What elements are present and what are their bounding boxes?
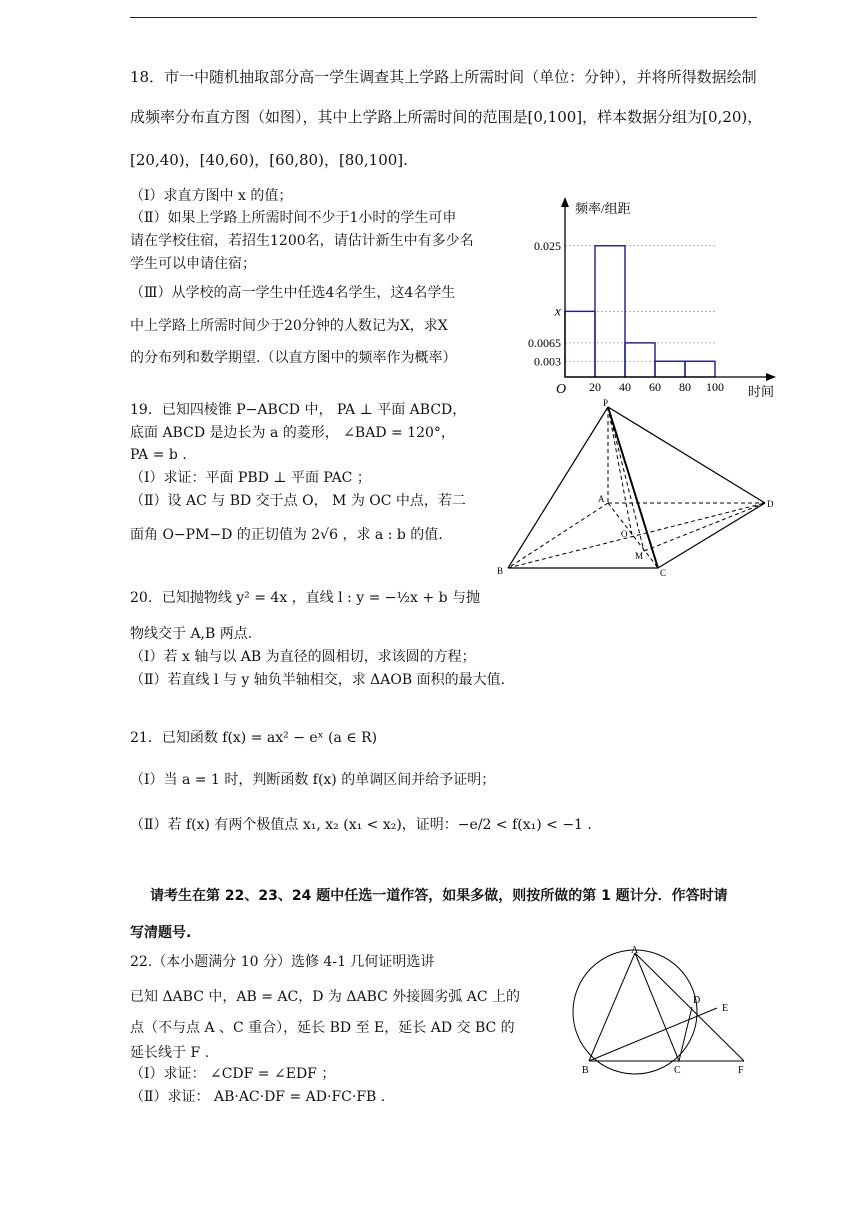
- q18-part2a: （Ⅱ）如果上学路上所需时间不少于1小时的学生可申: [130, 210, 457, 226]
- q20-line1: 20．已知抛物线 y² = 4x ，直线 l : y = −½x + b 与抛: [130, 590, 480, 606]
- label-P: P: [603, 398, 609, 408]
- x-tick-label: 40: [619, 380, 631, 394]
- label-D: D: [693, 995, 701, 1006]
- y-tick-label: 0.025: [534, 238, 561, 253]
- q18-part2c: 学生可以申请住宿；: [130, 256, 256, 272]
- q19-line3: PA = b .: [130, 447, 187, 463]
- x-axis-label: 时间: [748, 384, 775, 399]
- label-E: E: [722, 1003, 729, 1014]
- x-tick-label: 60: [649, 380, 661, 394]
- q22-line2: 已知 ΔABC 中，AB = AC，D 为 ΔABC 外接圆劣弧 AC 上的: [130, 989, 521, 1005]
- x-tick-label: 20: [589, 380, 601, 394]
- label-D: D: [767, 499, 774, 509]
- y-tick-label: 0.0065: [528, 335, 561, 350]
- origin-label: O: [556, 382, 567, 397]
- q19-part1: （Ⅰ）求证：平面 PBD ⊥ 平面 PAC ；: [130, 470, 371, 486]
- segment-CD: [679, 1007, 692, 1061]
- q19-part2a: （Ⅱ）设 AC 与 BD 交于点 O， M 为 OC 中点，若二: [130, 493, 466, 509]
- q18-part3b: 中上学路上所需时间少于20分钟的人数记为X，求X: [130, 318, 448, 334]
- label-C: C: [674, 1065, 681, 1076]
- bar-5: [685, 361, 715, 377]
- edge-PD: [608, 407, 765, 503]
- q22-part2: （Ⅱ）求证： AB·AC·DF = AD·FC·FB .: [130, 1089, 386, 1105]
- label-O: O: [621, 529, 628, 539]
- notice-line2: 写清题号.: [130, 925, 192, 941]
- bar-3: [625, 343, 655, 377]
- label-C: C: [660, 568, 667, 578]
- q22-line3: 点（不与点 A 、C 重合），延长 BD 至 E，延长 AD 交 BC 的: [130, 1020, 515, 1036]
- segment-MD: [644, 503, 765, 551]
- q18-part3c: 的分布列和数学期望.（以直方图中的频率作为概率）: [130, 350, 457, 366]
- edge-AB: [508, 503, 608, 568]
- q22-line4: 延长线于 F .: [130, 1045, 210, 1061]
- bar-4: [655, 361, 685, 377]
- bar-1: [565, 311, 595, 377]
- label-B: B: [582, 1065, 589, 1076]
- x-tick-label: 80: [679, 380, 691, 394]
- header-rule: [130, 17, 757, 18]
- label-A: A: [598, 494, 605, 504]
- q20-part2: （Ⅱ）若直线 l 与 y 轴负半轴相交，求 ΔAOB 面积的最大值.: [130, 672, 506, 688]
- q18-line1: 18．市一中随机抽取部分高一学生调查其上学路上所需时间（单位：分钟），并将所得数据绘制: [130, 68, 757, 86]
- label-F: F: [738, 1065, 744, 1076]
- q21-part1: （Ⅰ）当 a = 1 时，判断函数 f(x) 的单调区间并给予证明；: [130, 772, 496, 788]
- y-tick-label: 0.003: [534, 354, 561, 369]
- circle-figure: [572, 943, 762, 1078]
- q18-line3: [20,40)，[40,60)，[60,80)，[80,100].: [130, 151, 408, 169]
- diag-AC: [608, 503, 658, 568]
- edge-PC: [608, 407, 658, 568]
- x-tick-label: 100: [706, 380, 724, 394]
- pyramid-figure: [495, 398, 780, 580]
- q19-part2b: 面角 O−PM−D 的正切值为 2√6 ，求 a : b 的值.: [130, 527, 443, 543]
- histogram-chart: [520, 195, 780, 400]
- q19-line1: 19．已知四棱锥 P−ABCD 中， PA ⊥ 平面 ABCD，: [130, 402, 467, 418]
- q22-part1: （Ⅰ）求证： ∠CDF = ∠EDF ；: [130, 1066, 336, 1082]
- q20-part1: （Ⅰ）若 x 轴与以 AB 为直径的圆相切，求该圆的方程；: [130, 649, 476, 665]
- q19-line2: 底面 ABCD 是边长为 a 的菱形， ∠BAD = 120°，: [130, 425, 455, 441]
- q21-line1: 21．已知函数 f(x) = ax² − eˣ (a ∈ R): [130, 730, 378, 746]
- label-A: A: [631, 945, 639, 956]
- edge-CD: [658, 503, 765, 568]
- q18-part3a: （Ⅲ）从学校的高一学生中任选4名学生，这4名学生: [130, 285, 456, 301]
- edge-PB: [508, 407, 608, 568]
- label-M: M: [635, 551, 644, 561]
- y-tick-label: x: [554, 304, 561, 320]
- q22-line1: 22.（本小题满分 10 分）选修 4-1 几何证明选讲: [130, 954, 435, 970]
- q18-part1: （Ⅰ）求直方图中 x 的值；: [130, 188, 293, 204]
- label-B: B: [497, 566, 504, 576]
- x-axis-arrow: [766, 373, 776, 381]
- q18-line2: 成频率分布直方图（如图），其中上学路上所需时间的范围是[0,100]，样本数据分组为[0,20)，: [130, 108, 763, 126]
- notice-line1: 请考生在第 22、23、24 题中任选一道作答，如果多做，则按所做的第 1 题计分．作答时请: [150, 888, 728, 904]
- q21-part2: （Ⅱ）若 f(x) 有两个极值点 x₁, x₂ (x₁ < x₂)，证明：−e/2 < f(x₁) < −1 .: [130, 817, 592, 833]
- y-axis-label: 频率/组距: [575, 201, 631, 216]
- y-axis-arrow: [561, 197, 569, 207]
- q18-part2b: 请在学校住宿，若招生1200名，请估计新生中有多少名: [130, 233, 474, 249]
- segment-AC: [635, 953, 679, 1061]
- q20-line2: 物线交于 A,B 两点.: [130, 626, 253, 642]
